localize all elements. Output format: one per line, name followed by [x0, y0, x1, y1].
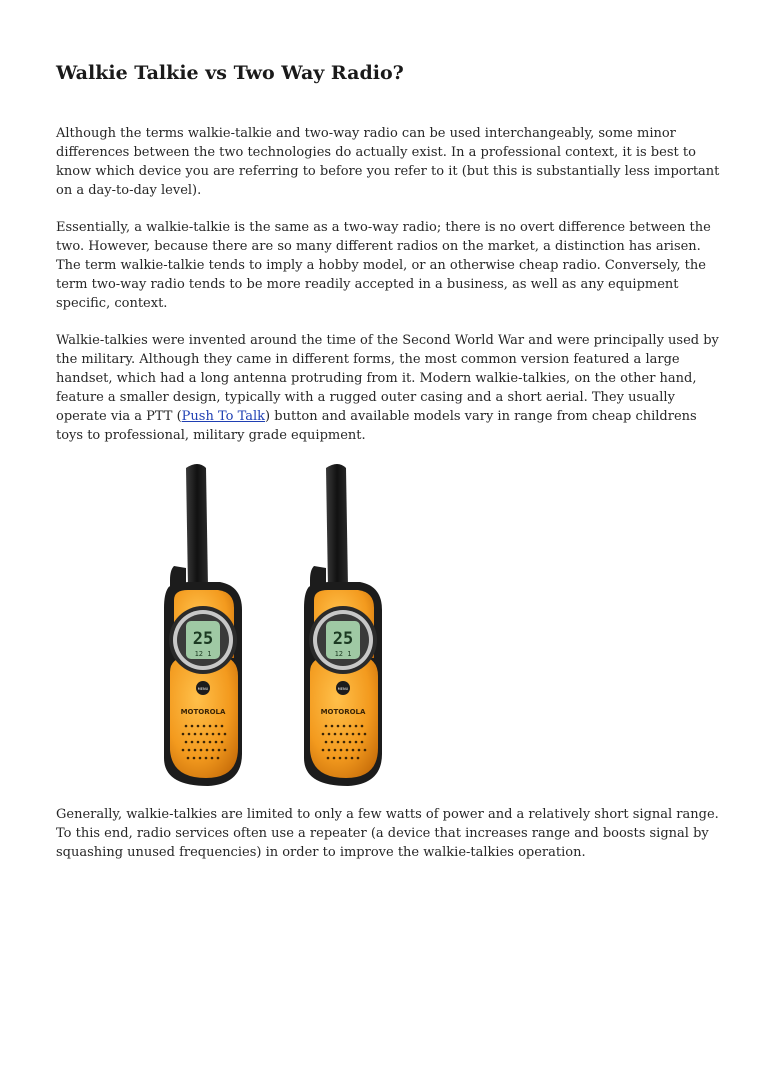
radio-display-channel: 25 — [332, 629, 354, 649]
paragraph-line: Walkie-talkies were invented around the time of the Second World War and were principally used by — [56, 333, 719, 348]
walkie-talkie-left — [164, 464, 242, 786]
radio-display-sub: 12 1 — [194, 650, 212, 658]
paragraph-line: To this end, radio services often use a repeater (a device that increases range and boosts signal by — [56, 826, 709, 841]
paragraph-text: ) button and available models vary in range from cheap childrens — [265, 409, 697, 424]
paragraph-1 — [56, 124, 720, 200]
paragraph-line — [56, 407, 716, 426]
radio-display-sub: 12 1 — [334, 650, 352, 658]
paragraph-line: Essentially, a walkie-talkie is the same as a two-way radio; there is no overt difference between the — [56, 220, 711, 235]
walkie-talkie-right — [304, 464, 382, 786]
radio-brand-label: MOTOROLA — [180, 708, 226, 716]
paragraph-line: Although the terms walkie-talkie and two-way radio can be used interchangeably, some minor — [56, 126, 676, 141]
paragraph-line: handset, which had a long antenna protruding from it. Modern walkie-talkies, on the other hand, — [56, 371, 697, 386]
page-title: Walkie Talkie vs Two Way Radio? — [56, 62, 404, 84]
paragraph-line: feature a smaller design, typically with a rugged outer casing and a short aerial. They usually — [56, 390, 675, 405]
paragraph-line: on a day-to-day level). — [56, 183, 202, 198]
paragraph-line: the military. Although they came in different forms, the most common version featured a large — [56, 352, 680, 367]
paragraph-2 — [56, 218, 716, 313]
paragraph-text: operate via a PTT ( — [56, 409, 182, 424]
walkie-talkie-image — [108, 458, 438, 788]
radio-brand-label: MOTOROLA — [320, 708, 366, 716]
radio-menu-label: MENU — [197, 687, 209, 691]
paragraph-line: squashing unused frequencies) in order to improve the walkie-talkies operation. — [56, 845, 586, 860]
paragraph-line: term two-way radio tends to be more readily accepted in a business, as well as any equipment — [56, 277, 679, 292]
radio-menu-label: MENU — [337, 687, 349, 691]
paragraph-line: toys to professional, military grade equipment. — [56, 428, 366, 443]
radio-display-channel: 25 — [192, 629, 214, 649]
paragraph-line: The term walkie-talkie tends to imply a hobby model, or an otherwise cheap radio. Conversely, the — [56, 258, 706, 273]
push-to-talk-link[interactable]: Push To Talk — [181, 409, 266, 424]
paragraph-line: differences between the two technologies do actually exist. In a professional context, it is best to — [56, 145, 696, 160]
paragraph-line: know which device you are referring to before you refer to it (but this is substantially less important — [56, 164, 720, 179]
paragraph-line: Generally, walkie-talkies are limited to only a few watts of power and a relatively short signal range. — [56, 807, 719, 822]
paragraph-4 — [56, 805, 719, 862]
paragraph-line: two. However, because there are so many different radios on the market, a distinction has arisen. — [56, 239, 701, 254]
walkie-talkie-pair-graphic — [108, 458, 438, 788]
paragraph-line: specific, context. — [56, 296, 168, 311]
paragraph-3 — [56, 331, 719, 445]
